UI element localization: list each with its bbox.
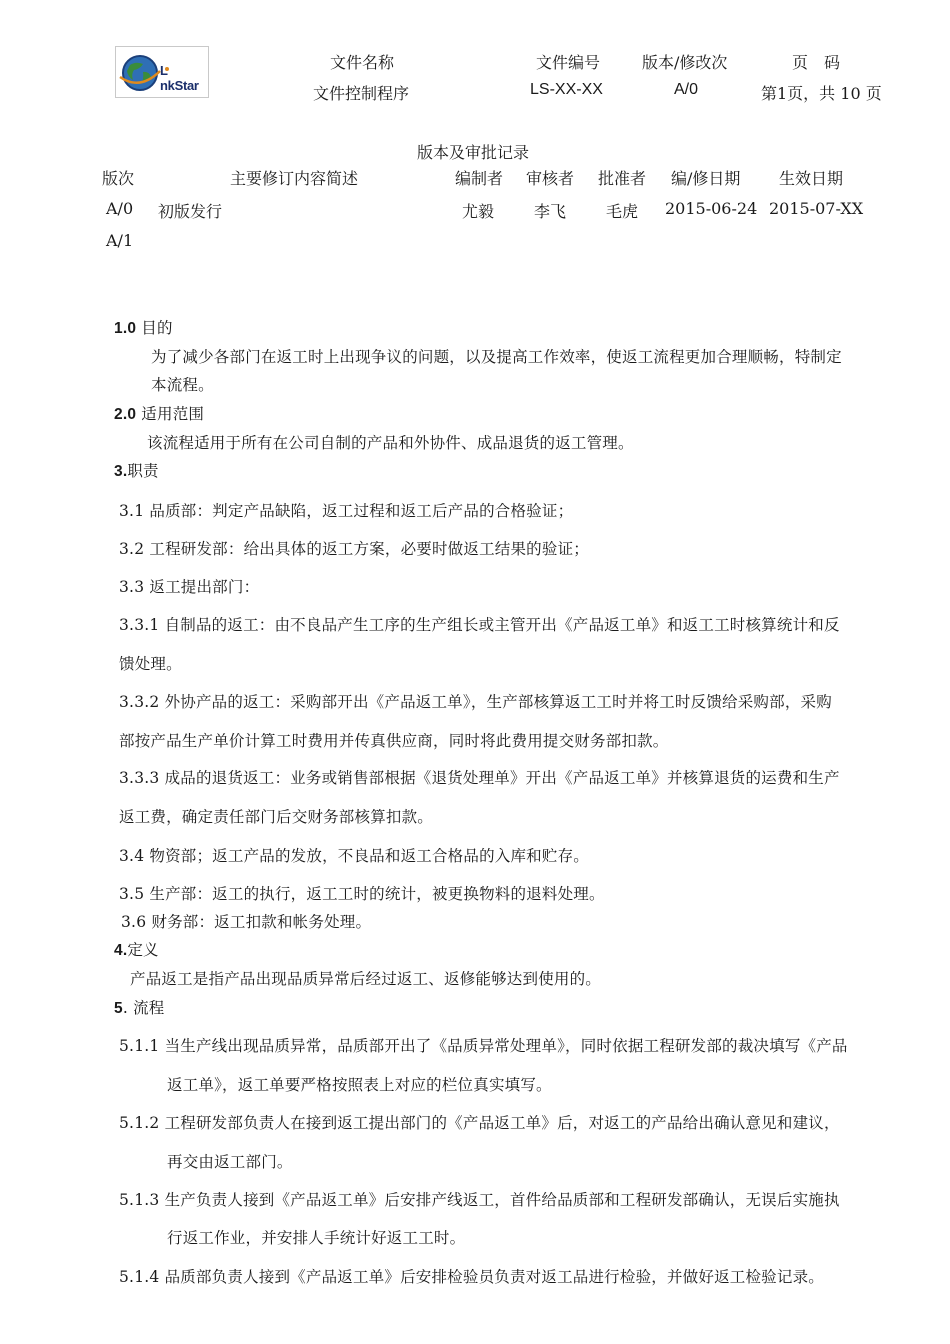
header-version: A/0 xyxy=(674,81,699,98)
list-item: 3.3.1 自制品的返工：由不良品产生工序的生产组长或主管开出《产品返工单》和返工工时核算统计和反 xyxy=(119,616,840,634)
section-title: 目的 xyxy=(141,319,173,337)
list-item: 5.1.2 工程研发部负责人在接到返工提出部门的《产品返工单》后，对返工的产品给出确认意见和建议， xyxy=(119,1114,840,1132)
paragraph-line: 行返工作业，并安排人手统计好返工工时。 xyxy=(167,1229,466,1247)
paragraph-line: 馈处理。 xyxy=(119,655,182,673)
section-title: . 流程 xyxy=(122,999,165,1017)
revision-title: 版本及审批记录 xyxy=(417,143,530,162)
revision-col-version: 版次 xyxy=(102,169,135,188)
revision-cell-author: 尤毅 xyxy=(462,202,495,221)
section-number: 3. xyxy=(114,463,128,480)
list-item: 3.4 物资部；返工产品的发放，不良品和返工合格品的入库和贮存。 xyxy=(119,847,589,865)
paragraph-line: 本流程。 xyxy=(151,376,214,394)
section-heading-definition xyxy=(114,938,159,960)
list-item: 5.1.4 品质部负责人接到《产品返工单》后安排检验员负责对返工品进行检验，并做好返工检验记录。 xyxy=(119,1268,824,1286)
list-item: 5.1.1 当生产线出现品质异常，品质部开出了《品质异常处理单》，同时依据工程研发部的裁决填写《产品 xyxy=(119,1037,848,1055)
section-number: 2.0 xyxy=(114,406,137,423)
revision-cell-version: A/1 xyxy=(106,231,134,250)
revision-cell-effective-date: 2015-07-XX xyxy=(769,199,864,218)
section-number: 5 xyxy=(114,1000,123,1017)
revision-cell-approver: 毛虎 xyxy=(606,202,639,221)
list-item: 3.6 财务部：返工扣款和帐务处理。 xyxy=(121,913,372,931)
list-item: 3.5 生产部：返工的执行，返工工时的统计，被更换物料的退料处理。 xyxy=(119,885,605,903)
company-logo xyxy=(115,46,209,98)
logo-text: L nkStar xyxy=(160,63,199,93)
section-title: 定义 xyxy=(127,941,159,959)
paragraph-line: 该流程适用于所有在公司自制的产品和外协件、成品退货的返工管理。 xyxy=(147,434,634,452)
header-label-version: 版本/修改次 xyxy=(642,53,728,72)
list-item: 5.1.3 生产负责人接到《产品返工单》后安排产线返工，首件给品质部和工程研发部确认，无误后实施执 xyxy=(119,1191,840,1209)
revision-cell-edit-date: 2015-06-24 xyxy=(665,199,758,218)
paragraph-line: 返工费，确定责任部门后交财务部核算扣款。 xyxy=(119,808,434,826)
header-label-doc-no: 文件编号 xyxy=(536,53,601,72)
paragraph-line: 产品返工是指产品出现品质异常后经过返工、返修能够达到使用的。 xyxy=(130,970,602,988)
paragraph-line: 为了减少各部门在返工时上出现争议的问题，以及提高工作效率，使返工流程更加合理顺畅，特制定 xyxy=(151,348,842,366)
section-heading-scope xyxy=(114,402,204,424)
header-label-page: 页 码 xyxy=(792,53,841,72)
revision-cell-reviewer: 李飞 xyxy=(534,202,567,221)
revision-col-effective-date: 生效日期 xyxy=(779,169,844,188)
revision-col-approver: 批准者 xyxy=(598,169,647,188)
list-item: 3.3.3 成品的退货返工：业务或销售部根据《退货处理单》开出《产品返工单》并核算退货的运费和生产 xyxy=(119,769,840,787)
revision-col-author: 编制者 xyxy=(455,169,504,188)
revision-col-reviewer: 审核者 xyxy=(526,169,575,188)
list-item: 3.2 工程研发部：给出具体的返工方案，必要时做返工结果的验证； xyxy=(119,540,589,558)
section-number: 1.0 xyxy=(114,320,137,337)
header-page-number: 第1页，共 10 页 xyxy=(761,84,882,103)
revision-col-edit-date: 编/修日期 xyxy=(671,169,741,188)
section-heading-responsibility xyxy=(114,459,159,481)
paragraph-line: 部按产品生产单价计算工时费用并传真供应商，同时将此费用提交财务部扣款。 xyxy=(119,732,669,750)
section-title: 职责 xyxy=(127,462,159,480)
header-label-doc-name: 文件名称 xyxy=(330,53,395,72)
revision-cell-summary: 初版发行 xyxy=(158,202,223,221)
section-number: 4. xyxy=(114,942,128,959)
section-title: 适用范围 xyxy=(141,405,205,423)
section-heading-purpose xyxy=(114,316,173,338)
paragraph-line: 返工单》，返工单要严格按照表上对应的栏位真实填写。 xyxy=(167,1076,552,1094)
header-doc-name: 文件控制程序 xyxy=(313,84,410,103)
list-item: 3.1 品质部：判定产品缺陷，返工过程和返工后产品的合格验证； xyxy=(119,502,574,520)
header-doc-no: LS-XX-XX xyxy=(530,81,603,98)
paragraph-line: 再交由返工部门。 xyxy=(167,1153,293,1171)
list-item: 3.3.2 外协产品的返工：采购部开出《产品返工单》，生产部核算返工工时并将工时反馈给采购部，采购 xyxy=(119,693,832,711)
list-item: 3.3 返工提出部门： xyxy=(119,578,260,596)
revision-cell-version: A/0 xyxy=(106,199,134,218)
section-heading-process xyxy=(114,996,164,1018)
revision-col-summary: 主要修订内容简述 xyxy=(230,169,359,188)
